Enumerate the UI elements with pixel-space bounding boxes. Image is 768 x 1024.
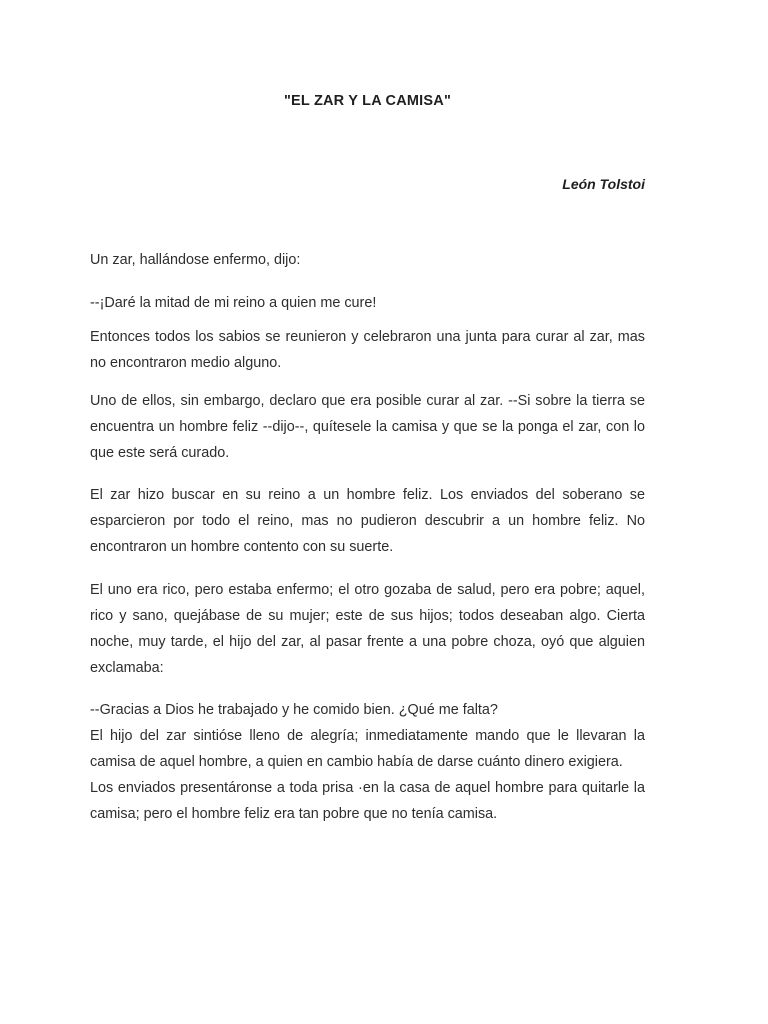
paragraph-3: Entonces todos los sabios se reunieron y celebraron una junta para curar al zar, mas no encontraron medio alguno. [90, 329, 645, 371]
paragraph-5: El zar hizo buscar en su reino a un hombre feliz. Los enviados del soberano se esparcieron por todo el reino, mas no pudieron descubrir a un hombre feliz. No encontraron un hombre contento con su suerte. [90, 487, 645, 555]
document-title: "EL ZAR Y LA CAMISA" [283, 93, 452, 109]
closing-line-1: --Gracias a Dios he trabajado y he comido bien. ¿Qué me falta? [90, 702, 498, 718]
closing-block [90, 697, 645, 827]
paragraph-4: Uno de ellos, sin embargo, declaro que era posible curar al zar. --Si sobre la tierra se encuentra un hombre feliz --dijo--, quítesele la camisa y que se la ponga el zar, con lo que este será curado. [90, 393, 645, 461]
closing-line-2: El hijo del zar sintióse lleno de alegría; inmediatamente mando que le llevaran la camisa de aquel hombre, a quien en cambio había de darse cuánto dinero exigiera. [90, 728, 645, 770]
paragraph-2: --¡Daré la mitad de mi reino a quien me cure! [90, 295, 377, 311]
document-author: León Tolstoi [562, 176, 645, 192]
closing-line-3: Los enviados presentáronse a toda prisa ·en la casa de aquel hombre para quitarle la camisa; pero el hombre feliz era tan pobre que no tenía camisa. [90, 780, 645, 822]
paragraph-1: Un zar, hallándose enfermo, dijo: [90, 252, 301, 268]
paragraph-6: El uno era rico, pero estaba enfermo; el otro gozaba de salud, pero era pobre; aquel, rico y sano, quejábase de su mujer; este de sus hijos; todos deseaban algo. Cierta noche, muy tarde, el hijo del zar, al pasar frente a una pobre choza, oyó que alguien exclamaba: [90, 582, 645, 676]
